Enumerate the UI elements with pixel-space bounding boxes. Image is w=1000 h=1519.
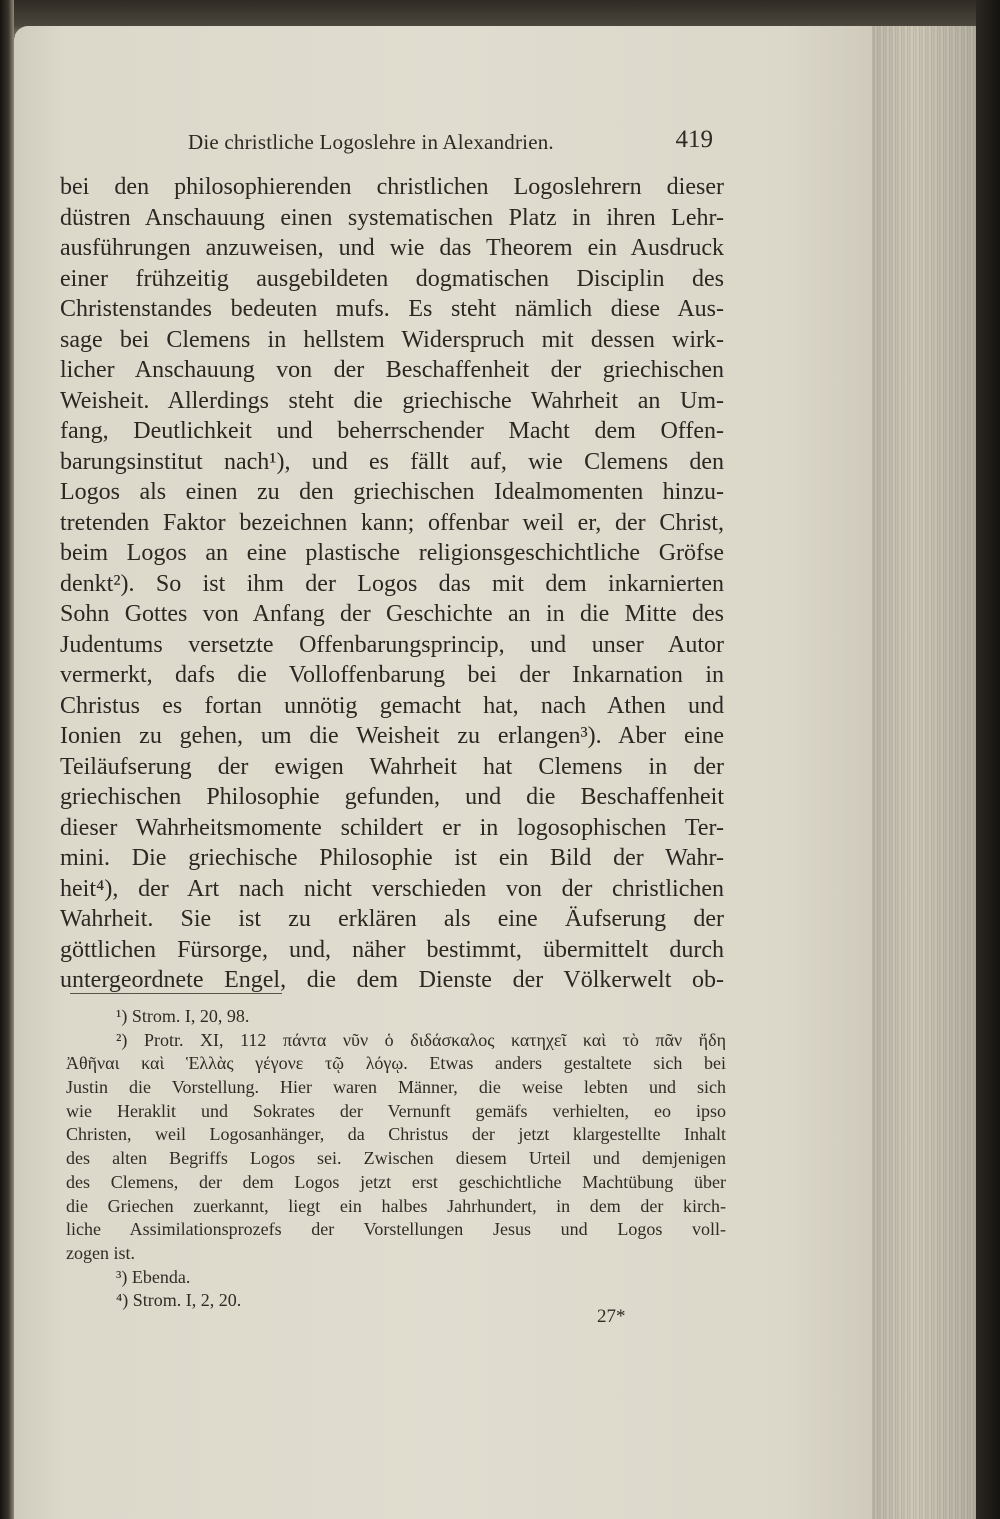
- book-cover-edge: [976, 0, 1000, 1519]
- text-line: Ionien zu gehen, um die Weisheit zu erlangen³). Aber eine: [60, 723, 724, 749]
- footnote-rule: [70, 993, 282, 994]
- text-line: beim Logos an eine plastische religionsgeschichtliche Gröfse: [60, 540, 724, 566]
- footnotes: [66, 1005, 726, 1313]
- text-line: Sohn Gottes von Anfang der Geschichte an in die Mitte des: [60, 601, 724, 627]
- text-line: licher Anschauung von der Beschaffenheit der griechischen: [60, 357, 724, 383]
- text-line: einer frühzeitig ausgebildeten dogmatischen Disciplin des: [60, 265, 724, 292]
- text-line: mini. Die griechische Philosophie ist ein Bild der Wahr-: [60, 845, 724, 871]
- text-line: barungsinstitut nach¹), und es fällt auf, wie Clemens den: [60, 448, 724, 475]
- text-line: bei den philosophierenden christlichen Logoslehrern dieser: [60, 174, 724, 200]
- footnote-line: Ἀθῆναι καὶ Ἑλλὰς γέγονε τῷ λόγῳ. Etwas anders gestaltete sich bei: [66, 1053, 726, 1074]
- page-stack-shadow: [872, 26, 976, 1519]
- text-line: Judentums versetzte Offenbarungsprincip, und unser Autor: [60, 631, 724, 658]
- text-line: Logos als einen zu den griechischen Idealmomenten hinzu-: [60, 479, 724, 505]
- footnote-line: Justin die Vorstellung. Hier waren Männer, die weise lebten und sich: [66, 1077, 726, 1098]
- text-line: Christenstandes bedeuten mufs. Es steht nämlich diese Aus-: [60, 296, 724, 322]
- text-line: dieser Wahrheitsmomente schildert er in logosophischen Ter-: [60, 814, 724, 841]
- signature-mark: 27*: [597, 1306, 626, 1327]
- text-line: untergeordnete Engel, die dem Dienste der Völkerwelt ob-: [60, 967, 724, 993]
- text-line: tretenden Faktor bezeichnen kann; offenbar weil er, der Christ,: [60, 509, 724, 536]
- text-line: griechischen Philosophie gefunden, und die Beschaffenheit: [60, 784, 724, 810]
- text-line: ausführungen anzuweisen, und wie das Theorem ein Ausdruck: [60, 235, 724, 261]
- footnote-line: wie Heraklit und Sokrates der Vernunft gemäfs verhielten, eo ipso: [66, 1100, 726, 1121]
- text-line: göttlichen Fürsorge, und, näher bestimmt, übermittelt durch: [60, 936, 724, 963]
- footnote-line: liche Assimilationsprozefs der Vorstellungen Jesus und Logos voll-: [66, 1219, 726, 1240]
- footnote-line: die Griechen zuerkannt, liegt ein halbes Jahrhundert, in dem der kirch-: [66, 1195, 726, 1216]
- text-line: fang, Deutlichkeit und beherrschender Macht dem Offen-: [60, 418, 724, 444]
- book-binding: [0, 0, 14, 1519]
- text-line: vermerkt, dafs die Volloffenbarung bei der Inkarnation in: [60, 662, 724, 688]
- main-text: [60, 172, 724, 996]
- footnote-line: des alten Begriffs Logos sei. Zwischen diesem Urteil und demjenigen: [66, 1148, 726, 1169]
- text-line: heit⁴), der Art nach nicht verschieden von der christlichen: [60, 875, 724, 902]
- running-title: Die christliche Logoslehre in Alexandrien.: [188, 130, 554, 154]
- footnote-line: ⁴) Strom. I, 2, 20.: [116, 1290, 242, 1311]
- footnote-line: zogen ist.: [66, 1242, 135, 1263]
- text-line: Wahrheit. Sie ist zu erklären als eine Äufserung der: [60, 906, 724, 932]
- text-line: sage bei Clemens in hellstem Widerspruch mit dessen wirk-: [60, 326, 724, 353]
- text-line: düstren Anschauung einen systematischen Platz in ihren Lehr-: [60, 204, 724, 231]
- page-header: [188, 126, 713, 162]
- text-line: Christus es fortan unnötig gemacht hat, nach Athen und: [60, 692, 724, 719]
- footnote-line: Christen, weil Logosanhänger, da Christus der jetzt klargestellte Inhalt: [66, 1124, 726, 1145]
- text-line: denkt²). So ist ihm der Logos das mit dem inkarnierten: [60, 570, 724, 597]
- text-line: Teiläufserung der ewigen Wahrheit hat Clemens in der: [60, 753, 724, 780]
- footnote-line: ²) Protr. XI, 112 πάντα νῦν ὁ διδάσκαλος κατηχεῖ καὶ τὸ πᾶν ἤδη: [116, 1029, 726, 1050]
- footnote-line: ¹) Strom. I, 20, 98.: [116, 1006, 250, 1026]
- text-line: Weisheit. Allerdings steht die griechische Wahrheit an Um-: [60, 387, 724, 414]
- footnote-line: des Clemens, der dem Logos jetzt erst geschichtliche Machtübung über: [66, 1171, 726, 1192]
- footnote-line: ³) Ebenda.: [116, 1266, 191, 1287]
- page-number: 419: [675, 126, 713, 153]
